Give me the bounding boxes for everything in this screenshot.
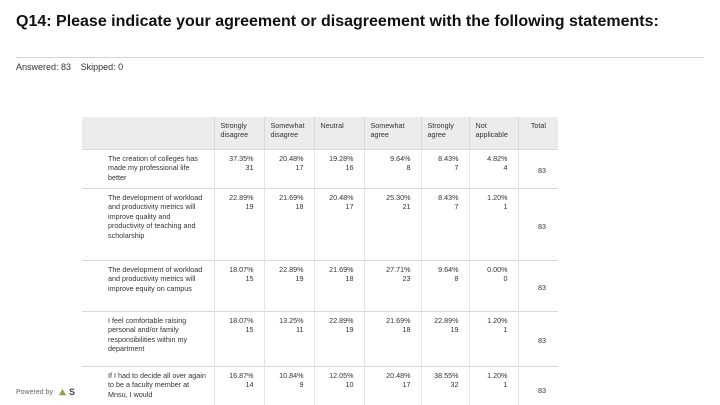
table-row: [82, 150, 558, 189]
response-cell: [264, 189, 314, 261]
response-cell: [314, 312, 364, 367]
count: 8: [406, 163, 411, 173]
brand-logo-icon: [58, 388, 67, 397]
response-cell: [214, 312, 264, 367]
total-cell: 83: [518, 189, 558, 261]
header-neutral: Neutral: [314, 117, 364, 150]
count: 17: [402, 380, 411, 390]
percent: 20.48%: [386, 371, 411, 380]
table-row: [82, 367, 558, 405]
percent: 19.28%: [329, 154, 354, 163]
response-cell: [469, 312, 518, 367]
results-table: [82, 117, 558, 405]
response-cell: [214, 150, 264, 189]
statement-header: [82, 117, 214, 150]
percent: 20.48%: [329, 193, 354, 202]
response-cell: [264, 367, 314, 405]
percent: 1.20%: [487, 193, 508, 202]
percent: 21.69%: [329, 265, 354, 274]
count: 21: [402, 202, 411, 212]
question-title: Q14: Please indicate your agreement or disagreement with the following statements:: [16, 13, 659, 30]
response-cell: [469, 367, 518, 405]
response-cell: [364, 367, 421, 405]
total-cell: 83: [518, 150, 558, 189]
percent: 8.43%: [438, 154, 459, 163]
percent: 4.82%: [487, 154, 508, 163]
count: 1: [503, 325, 508, 335]
response-cell: [364, 312, 421, 367]
response-cell: [214, 189, 264, 261]
percent: 13.25%: [279, 316, 304, 325]
response-cell: [421, 189, 469, 261]
percent: 22.89%: [229, 193, 254, 202]
count: 10: [345, 380, 354, 390]
response-cell: [264, 261, 314, 312]
percent: 18.07%: [229, 316, 254, 325]
percent: 12.05%: [329, 371, 354, 380]
response-cell: [314, 367, 364, 405]
count: 19: [450, 325, 459, 335]
statement-text: The creation of colleges has made my professional life better: [82, 150, 214, 189]
response-cell: [214, 261, 264, 312]
skipped-count: Skipped: 0: [80, 62, 124, 72]
percent: 25.30%: [386, 193, 411, 202]
count: 8: [454, 274, 459, 284]
response-counts: [16, 62, 130, 72]
response-cell: [421, 367, 469, 405]
count: 18: [295, 202, 304, 212]
count: 7: [454, 163, 459, 173]
header-strongly-agree: Strongly agree: [421, 117, 469, 150]
count: 14: [245, 380, 254, 390]
title-divider: [16, 57, 704, 58]
table-row: [82, 261, 558, 312]
count: 18: [345, 274, 354, 284]
count: 16: [345, 163, 354, 173]
count: 4: [503, 163, 508, 173]
table-header-row: [82, 117, 558, 150]
percent: 9.64%: [438, 265, 459, 274]
header-somewhat-agree: Somewhat agree: [364, 117, 421, 150]
header-total: Total: [518, 117, 558, 150]
results-table-container: [82, 117, 558, 405]
response-cell: [214, 367, 264, 405]
header-strongly-disagree: Strongly disagree: [214, 117, 264, 150]
count: 17: [345, 202, 354, 212]
count: 19: [345, 325, 354, 335]
total-cell: 83: [518, 261, 558, 312]
response-cell: [364, 150, 421, 189]
count: 9: [299, 380, 304, 390]
count: 32: [450, 380, 459, 390]
percent: 20.48%: [279, 154, 304, 163]
count: 15: [245, 325, 254, 335]
count: 23: [402, 274, 411, 284]
brand-letter: S: [68, 387, 75, 397]
percent: 38.55%: [434, 371, 459, 380]
response-cell: [314, 189, 364, 261]
table-row: [82, 312, 558, 367]
percent: 22.89%: [279, 265, 304, 274]
percent: 22.89%: [329, 316, 354, 325]
count: 31: [245, 163, 254, 173]
count: 0: [503, 274, 508, 284]
count: 11: [296, 325, 304, 335]
statement-text: The development of workload and productivity metrics will improve quality and productivity of teaching and scholarship: [82, 189, 214, 261]
table-row: [82, 189, 558, 261]
count: 18: [402, 325, 411, 335]
header-not-applicable: Not applicable: [469, 117, 518, 150]
powered-by-text: Powered by: [16, 388, 53, 396]
response-cell: [469, 189, 518, 261]
response-cell: [364, 189, 421, 261]
response-cell: [469, 261, 518, 312]
answered-count: Answered: 83: [16, 62, 72, 72]
count: 1: [503, 202, 508, 212]
response-cell: [264, 150, 314, 189]
percent: 9.64%: [390, 154, 411, 163]
header-somewhat-disagree: Somewhat disagree: [264, 117, 314, 150]
percent: 22.89%: [434, 316, 459, 325]
percent: 10.84%: [279, 371, 304, 380]
count: 15: [245, 274, 254, 284]
percent: 18.07%: [229, 265, 254, 274]
percent: 1.20%: [487, 371, 508, 380]
percent: 1.20%: [487, 316, 508, 325]
statement-text: I feel comfortable raising personal and/or family responsibilities within my department: [82, 312, 214, 367]
response-cell: [421, 150, 469, 189]
count: 1: [503, 380, 508, 390]
response-cell: [264, 312, 314, 367]
percent: 21.69%: [279, 193, 304, 202]
percent: 37.35%: [229, 154, 254, 163]
percent: 27.71%: [386, 265, 411, 274]
total-cell: 83: [518, 312, 558, 367]
count: 17: [295, 163, 304, 173]
percent: 16.87%: [229, 371, 254, 380]
response-cell: [421, 261, 469, 312]
count: 7: [454, 202, 459, 212]
percent: 21.69%: [386, 316, 411, 325]
response-cell: [469, 150, 518, 189]
percent: 8.43%: [438, 193, 459, 202]
response-cell: [364, 261, 421, 312]
response-cell: [421, 312, 469, 367]
response-cell: [314, 150, 364, 189]
response-cell: [314, 261, 364, 312]
percent: 0.00%: [487, 265, 508, 274]
statement-text: If I had to decide all over again to be a faculty member at Mnsu, I would: [82, 367, 214, 405]
count: 19: [245, 202, 254, 212]
count: 19: [295, 274, 304, 284]
total-cell: 83: [518, 367, 558, 405]
statement-text: The development of workload and productivity metrics will improve equity on campus: [82, 261, 214, 312]
powered-by-footer: [16, 387, 75, 397]
